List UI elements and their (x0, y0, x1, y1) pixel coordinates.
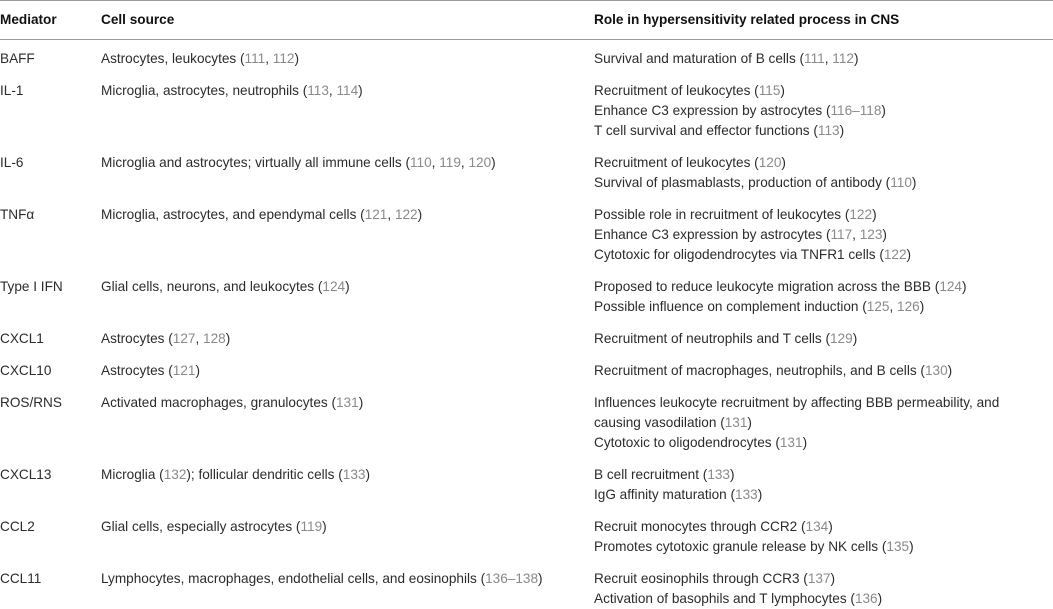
cell-text: causing vasodilation ( (594, 415, 725, 430)
citation-ref: 135 (886, 539, 909, 554)
role-line (594, 297, 1053, 317)
cell-line (101, 569, 594, 589)
cell-text: Activation of basophils and T lymphocytes ( (594, 591, 855, 606)
role-line (594, 173, 1053, 193)
cell-source (101, 40, 594, 73)
role-line (594, 225, 1053, 245)
cell-text: ) (878, 591, 883, 606)
table-row (0, 508, 1053, 560)
cell-text: Possible role in recruitment of leukocytes ( (594, 207, 849, 222)
cell-mediator: IL-6 (0, 144, 101, 196)
citation-ref: 111 (245, 51, 266, 66)
cell-text: , (432, 155, 440, 170)
cell-text: Astrocytes ( (101, 363, 173, 378)
citation-ref: 136 (855, 591, 878, 606)
cell-source (101, 508, 594, 560)
cell-text: Microglia and astrocytes; virtually all immune cells ( (101, 155, 410, 170)
citation-ref: 136–138 (485, 571, 538, 586)
citation-ref: 133 (343, 467, 366, 482)
cell-text: Recruitment of neutrophils and T cells ( (594, 331, 830, 346)
cell-role (594, 508, 1053, 560)
cell-text: Microglia, astrocytes, neutrophils ( (101, 83, 307, 98)
cell-text: , (329, 83, 337, 98)
cell-mediator: ROS/RNS (0, 384, 101, 456)
cell-mediator: IL-1 (0, 72, 101, 144)
cell-text: , (889, 299, 897, 314)
citation-ref: 128 (203, 331, 226, 346)
cell-role (594, 144, 1053, 196)
cell-text: ) (758, 487, 763, 502)
role-line (594, 433, 1053, 453)
cell-role (594, 456, 1053, 508)
cell-mediator: BAFF (0, 40, 101, 73)
cell-text: Cytotoxic for oligodendrocytes via TNFR1 cells ( (594, 247, 884, 262)
cell-mediator: Type I IFN (0, 268, 101, 320)
cell-text: Microglia, astrocytes, and ependymal cells ( (101, 207, 365, 222)
cell-text: Activated macrophages, granulocytes ( (101, 395, 336, 410)
cell-text: Promotes cytotoxic granule release by NK cells ( (594, 539, 886, 554)
table-header (0, 1, 1053, 40)
cell-source (101, 144, 594, 196)
table-row (0, 352, 1053, 384)
citation-ref: 110 (410, 155, 432, 170)
cell-role (594, 352, 1053, 384)
role-line (594, 329, 1053, 349)
cell-text: ) (747, 415, 752, 430)
cell-text: Influences leukocyte recruitment by affecting BBB permeability, and (594, 395, 999, 410)
cell-line (101, 81, 594, 101)
cell-text: ) (962, 279, 967, 294)
citation-ref: 121 (365, 207, 388, 222)
citation-ref: 112 (832, 51, 854, 66)
header-mediator: Mediator (0, 1, 101, 40)
cell-text: ) (345, 279, 350, 294)
cell-role (594, 560, 1053, 609)
cell-text: , (195, 331, 203, 346)
cell-text: IgG affinity maturation ( (594, 487, 735, 502)
citation-ref: 132 (164, 467, 187, 482)
table-row (0, 560, 1053, 609)
citation-ref: 117 (831, 227, 853, 242)
cell-text: ) (854, 51, 859, 66)
cell-text: ) (491, 155, 496, 170)
role-line (594, 517, 1053, 537)
cell-text: , (461, 155, 469, 170)
cell-role (594, 320, 1053, 352)
citation-ref: 123 (860, 227, 883, 242)
cell-line (101, 277, 594, 297)
citation-ref: 137 (808, 571, 831, 586)
cell-text: B cell recruitment ( (594, 467, 707, 482)
cell-mediator: CXCL1 (0, 320, 101, 352)
table-row (0, 320, 1053, 352)
cell-text: ) (322, 519, 327, 534)
table-row (0, 384, 1053, 456)
cell-text: Proposed to reduce leukocyte migration across the BBB ( (594, 279, 939, 294)
cell-text: Astrocytes ( (101, 331, 173, 346)
role-line (594, 49, 1053, 69)
role-line (594, 153, 1053, 173)
citation-ref: 127 (173, 331, 196, 346)
cell-line (101, 361, 594, 381)
citation-ref: 126 (897, 299, 920, 314)
table-body (0, 40, 1053, 609)
cell-text: ) (831, 571, 836, 586)
cell-text: ) (780, 83, 785, 98)
cell-text: ) (948, 363, 953, 378)
cell-text: ) (803, 435, 808, 450)
cell-line (101, 517, 594, 537)
cell-text: Glial cells, neurons, and leukocytes ( (101, 279, 322, 294)
cell-text: , (852, 227, 860, 242)
citation-ref: 129 (830, 331, 853, 346)
role-line (594, 413, 1053, 433)
citation-ref: 130 (925, 363, 948, 378)
cell-role (594, 40, 1053, 73)
cell-source (101, 456, 594, 508)
citation-ref: 112 (273, 51, 295, 66)
citation-ref: 133 (707, 467, 730, 482)
citation-ref: 133 (735, 487, 758, 502)
cell-text: Enhance C3 expression by astrocytes ( (594, 103, 831, 118)
role-line (594, 205, 1053, 225)
header-row (0, 1, 1053, 40)
header-cell-source: Cell source (101, 1, 594, 40)
citation-ref: 124 (322, 279, 345, 294)
cell-text: Astrocytes, leukocytes ( (101, 51, 245, 66)
cell-text: ) (226, 331, 231, 346)
cell-mediator: CCL2 (0, 508, 101, 560)
cell-text: Recruit eosinophils through CCR3 ( (594, 571, 808, 586)
role-line (594, 465, 1053, 485)
citation-ref: 113 (818, 123, 840, 138)
citation-ref: 119 (300, 519, 322, 534)
cell-text: , (825, 51, 833, 66)
cell-text: Microglia ( (101, 467, 164, 482)
cell-text: ) (418, 207, 423, 222)
role-line (594, 121, 1053, 141)
citation-ref: 131 (780, 435, 803, 450)
cell-text: Glial cells, especially astrocytes ( (101, 519, 300, 534)
role-line (594, 277, 1053, 297)
cell-line (101, 393, 594, 413)
citation-ref: 116–118 (831, 103, 882, 118)
cell-text: ) (195, 363, 200, 378)
cell-text: ) (359, 395, 364, 410)
citation-ref: 113 (307, 83, 329, 98)
cell-line (101, 329, 594, 349)
role-line (594, 485, 1053, 505)
cell-mediator: CXCL13 (0, 456, 101, 508)
cell-mediator: TNFα (0, 196, 101, 268)
cell-text: ) (538, 571, 543, 586)
cell-text: ) (872, 207, 877, 222)
role-line (594, 245, 1053, 265)
citation-ref: 131 (336, 395, 359, 410)
cell-text: Survival of plasmablasts, production of antibody ( (594, 175, 890, 190)
cell-text: Recruitment of leukocytes ( (594, 83, 759, 98)
citation-ref: 115 (759, 83, 781, 98)
table-row (0, 268, 1053, 320)
cell-text: ) (730, 467, 735, 482)
citation-ref: 134 (806, 519, 829, 534)
header-role: Role in hypersensitivity related process in CNS (594, 1, 1053, 40)
table-row (0, 40, 1053, 73)
citation-ref: 120 (468, 155, 491, 170)
citation-ref: 111 (804, 51, 825, 66)
citation-ref: 122 (849, 207, 872, 222)
citation-ref: 119 (439, 155, 461, 170)
citation-ref: 131 (725, 415, 748, 430)
cell-text: T cell survival and effector functions ( (594, 123, 818, 138)
cell-role (594, 384, 1053, 456)
cell-source (101, 352, 594, 384)
role-line (594, 81, 1053, 101)
cell-source (101, 560, 594, 609)
citation-ref: 124 (939, 279, 962, 294)
citation-ref: 125 (867, 299, 890, 314)
cell-source (101, 320, 594, 352)
cell-text: ) (365, 467, 370, 482)
cell-source (101, 384, 594, 456)
citation-ref: 114 (336, 83, 358, 98)
role-line (594, 361, 1053, 381)
cell-source (101, 196, 594, 268)
cell-text: Enhance C3 expression by astrocytes ( (594, 227, 831, 242)
citation-ref: 122 (395, 207, 418, 222)
cell-text: ) (907, 247, 912, 262)
table-row (0, 72, 1053, 144)
cell-text: ) (912, 175, 917, 190)
cell-text: Recruitment of leukocytes ( (594, 155, 759, 170)
cell-text: ) (358, 83, 363, 98)
cell-line (101, 153, 594, 173)
cell-line (101, 49, 594, 69)
cell-text: , (387, 207, 395, 222)
role-line (594, 393, 1053, 413)
cell-role (594, 196, 1053, 268)
role-line (594, 101, 1053, 121)
cell-line (101, 205, 594, 225)
cell-mediator: CCL11 (0, 560, 101, 609)
cell-text: ) (881, 103, 886, 118)
cell-text: Lymphocytes, macrophages, endothelial cells, and eosinophils ( (101, 571, 485, 586)
cell-text: Cytotoxic to oligodendrocytes ( (594, 435, 780, 450)
table-row (0, 144, 1053, 196)
cell-text: Possible influence on complement induction ( (594, 299, 867, 314)
citation-ref: 110 (890, 175, 912, 190)
role-line (594, 537, 1053, 557)
role-line (594, 589, 1053, 609)
role-line (594, 569, 1053, 589)
citation-ref: 121 (173, 363, 196, 378)
cell-text: ) (909, 539, 914, 554)
cell-role (594, 72, 1053, 144)
cell-text: Recruit monocytes through CCR2 ( (594, 519, 806, 534)
cell-role (594, 268, 1053, 320)
cell-text: ) (294, 51, 299, 66)
cell-text: ) (882, 227, 887, 242)
cell-text: ) (920, 299, 925, 314)
cell-text: ) (828, 519, 833, 534)
table-row (0, 196, 1053, 268)
cell-text: ); follicular dendritic cells ( (186, 467, 342, 482)
cell-mediator: CXCL10 (0, 352, 101, 384)
cell-text: ) (853, 331, 858, 346)
cell-text: ) (781, 155, 786, 170)
table-row (0, 456, 1053, 508)
cell-text: ) (840, 123, 845, 138)
cell-source (101, 72, 594, 144)
cell-text: , (265, 51, 273, 66)
cell-source (101, 268, 594, 320)
cell-line (101, 465, 594, 485)
cell-text: Recruitment of macrophages, neutrophils, and B cells ( (594, 363, 925, 378)
citation-ref: 120 (759, 155, 782, 170)
citation-ref: 122 (884, 247, 907, 262)
cell-text: Survival and maturation of B cells ( (594, 51, 804, 66)
